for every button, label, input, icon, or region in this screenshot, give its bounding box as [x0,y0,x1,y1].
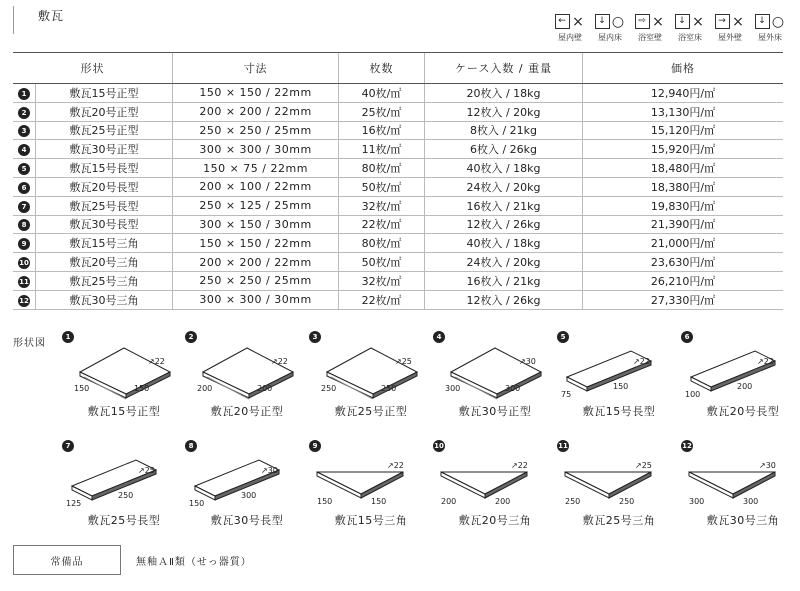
usage-label: 屋内床 [598,33,622,42]
shape-number-badge: 6 [681,331,693,343]
row-number-cell [13,215,36,234]
row-number-cell [13,140,36,159]
shape-name: 敷瓦30号正型 [458,405,532,418]
outdoor-down-icon: ↓ [755,14,770,29]
cell-price: 19,830円/㎡ [583,196,784,215]
usage-label: 屋外壁 [718,33,742,42]
cross-icon: × [572,13,584,30]
shape-number-badge: 3 [309,331,321,343]
cell-price: 13,130円/㎡ [583,102,784,121]
svg-text:125: 125 [66,499,82,508]
shape-diagram-item [557,331,681,431]
cell-count: 11枚/㎡ [339,140,425,159]
svg-text:250: 250 [565,497,581,506]
cell-count: 50枚/㎡ [339,253,425,272]
square-tile-diagram [185,331,309,403]
svg-text:100: 100 [685,390,701,399]
cell-size: 250 × 125 / 25mm [173,196,339,215]
usage-label: 浴室床 [678,33,702,42]
cell-count: 22枚/㎡ [339,290,425,309]
circle-icon: ○ [771,13,785,30]
cell-name: 敷瓦15号正型 [36,84,173,103]
table-row [13,84,783,103]
shape-number-badge: 5 [557,331,569,343]
row-number-cell [13,271,36,290]
col-header-count: 枚数 [339,53,425,84]
table-row [13,121,783,140]
shape-number-badge: 10 [434,442,444,450]
shape-name: 敷瓦15号三角 [334,514,408,527]
svg-text:↗25: ↗25 [138,466,155,475]
shape-section-label: 形状図 [13,338,46,349]
svg-text:250: 250 [321,384,337,393]
usage-icons [713,14,747,30]
cell-case: 40枚入 / 18kg [425,159,583,178]
cell-name: 敷瓦20号三角 [36,253,173,272]
col-header-shape: 形状 [13,53,173,84]
cell-size: 250 × 250 / 25mm [173,121,339,140]
svg-text:300: 300 [689,497,705,506]
svg-text:300: 300 [743,497,759,506]
cell-case: 12枚入 / 26kg [425,215,583,234]
usage-label: 浴室壁 [638,33,662,42]
cell-count: 32枚/㎡ [339,271,425,290]
cell-price: 12,940円/㎡ [583,84,784,103]
shape-name: 敷瓦20号三角 [458,514,532,527]
shape-number-badge: 2 [185,331,197,343]
row-number-cell [13,177,36,196]
cell-count: 25枚/㎡ [339,102,425,121]
cell-name: 敷瓦25号長型 [36,196,173,215]
cell-name: 敷瓦25号三角 [36,271,173,290]
usage-icons [633,14,667,30]
cell-size: 300 × 150 / 30mm [173,215,339,234]
svg-text:300: 300 [241,491,257,500]
row-number-badge: 6 [18,182,30,194]
shape-name: 敷瓦20号長型 [706,405,780,418]
cell-size: 300 × 300 / 30mm [173,140,339,159]
arrow-left-icon: ← [555,14,570,29]
shape-number-badge: 7 [62,440,74,452]
svg-text:↗22: ↗22 [387,461,404,470]
svg-text:150: 150 [74,384,90,393]
cell-size: 250 × 250 / 25mm [173,271,339,290]
row-number-cell [13,234,36,253]
usage-icons [753,14,787,30]
standard-badge: 常備品 [13,545,121,575]
svg-text:↗25: ↗25 [635,461,652,470]
usage-icons [593,14,627,30]
usage-icons [673,14,707,30]
table-row [13,102,783,121]
col-header-case: ケース入数 / 重量 [425,53,583,84]
long-tile-diagram [185,440,309,512]
svg-text:↗22: ↗22 [511,461,528,470]
spec-table [13,52,783,310]
square-tile-diagram [62,331,186,403]
long-tile-diagram [62,440,186,512]
svg-text:250: 250 [381,384,397,393]
cross-icon: × [732,13,744,30]
cell-price: 21,000円/㎡ [583,234,784,253]
shape-name: 敷瓦30号三角 [706,514,780,527]
cross-icon: × [652,13,664,30]
shape-name: 敷瓦20号正型 [210,405,284,418]
row-number-badge: 2 [18,107,30,119]
cell-case: 24枚入 / 20kg [425,177,583,196]
cell-count: 80枚/㎡ [339,159,425,178]
square-tile-diagram [433,331,557,403]
svg-text:200: 200 [495,497,511,506]
svg-text:150: 150 [134,384,150,393]
cell-price: 27,330円/㎡ [583,290,784,309]
cell-name: 敷瓦15号長型 [36,159,173,178]
circle-icon: ○ [611,13,625,30]
row-number-badge: 12 [19,296,29,305]
cell-case: 20枚入 / 18kg [425,84,583,103]
shape-diagram-item [309,440,433,540]
usage-label: 屋内壁 [558,33,582,42]
triangle-tile-diagram [433,440,557,512]
cross-icon: × [692,13,704,30]
table-header-row [13,53,783,84]
shape-name: 敷瓦15号長型 [582,405,656,418]
svg-text:↗22: ↗22 [271,357,288,366]
cell-count: 16枚/㎡ [339,121,425,140]
cell-price: 23,630円/㎡ [583,253,784,272]
row-number-badge: 10 [19,259,29,268]
shape-name: 敷瓦25号正型 [334,405,408,418]
svg-text:75: 75 [561,390,572,399]
cell-size: 150 × 150 / 22mm [173,84,339,103]
cell-price: 18,380円/㎡ [583,177,784,196]
svg-text:150: 150 [371,497,387,506]
cell-case: 12枚入 / 20kg [425,102,583,121]
usage-icons [553,14,587,30]
cell-size: 150 × 75 / 22mm [173,159,339,178]
cell-case: 16枚入 / 21kg [425,196,583,215]
row-number-cell [13,84,36,103]
shape-diagram-item [185,440,309,540]
table-row [13,177,783,196]
shape-diagram-item [681,331,800,431]
shape-number-badge: 4 [433,331,445,343]
svg-text:200: 200 [257,384,273,393]
cell-case: 40枚入 / 18kg [425,234,583,253]
table-row [13,215,783,234]
svg-text:150: 150 [613,382,629,391]
outdoor-arrow-icon: → [715,14,730,29]
square-tile-diagram [309,331,433,403]
cell-name: 敷瓦20号正型 [36,102,173,121]
shape-name: 敷瓦15号正型 [87,405,161,418]
bath-down-icon: ↓ [675,14,690,29]
cell-price: 21,390円/㎡ [583,215,784,234]
usage-item [553,14,587,43]
cell-price: 15,120円/㎡ [583,121,784,140]
usage-item [713,14,747,43]
svg-text:↗30: ↗30 [519,357,536,366]
usage-legend [553,14,787,43]
cell-name: 敷瓦30号長型 [36,215,173,234]
shape-number-badge: 8 [185,440,197,452]
table-row [13,234,783,253]
bath-arrow-icon: ⇨ [635,14,650,29]
row-number-cell [13,159,36,178]
cell-count: 80枚/㎡ [339,234,425,253]
header [13,6,64,34]
svg-text:↗30: ↗30 [759,461,776,470]
svg-text:↗30: ↗30 [261,466,278,475]
row-number-cell [13,102,36,121]
cell-price: 15,920円/㎡ [583,140,784,159]
cell-case: 8枚入 / 21kg [425,121,583,140]
svg-text:150: 150 [189,499,205,508]
cell-price: 26,210円/㎡ [583,271,784,290]
shape-name: 敷瓦25号三角 [582,514,656,527]
row-number-cell [13,196,36,215]
triangle-tile-diagram [681,440,800,512]
shape-diagram-item [557,440,681,540]
usage-item [633,14,667,43]
table-row [13,271,783,290]
cell-case: 24枚入 / 20kg [425,253,583,272]
svg-text:200: 200 [197,384,213,393]
cell-name: 敷瓦20号長型 [36,177,173,196]
long-tile-diagram [557,331,681,403]
shape-diagram-item [62,331,186,431]
cell-size: 200 × 200 / 22mm [173,253,339,272]
shape-number-badge: 11 [558,442,568,450]
row-number-badge: 8 [18,219,30,231]
usage-item [673,14,707,43]
shape-name: 敷瓦25号長型 [87,514,161,527]
row-number-badge: 3 [18,125,30,137]
row-number-badge: 4 [18,144,30,156]
shape-number-badge: 1 [62,331,74,343]
shape-number-badge: 9 [309,440,321,452]
col-header-price: 価格 [583,53,784,84]
cell-count: 32枚/㎡ [339,196,425,215]
shape-number-badge: 12 [682,442,692,450]
shape-name: 敷瓦30号長型 [210,514,284,527]
triangle-tile-diagram [557,440,681,512]
cell-count: 22枚/㎡ [339,215,425,234]
cell-case: 12枚入 / 26kg [425,290,583,309]
usage-item [753,14,787,43]
row-number-badge: 11 [19,277,29,286]
table-row [13,196,783,215]
cell-count: 40枚/㎡ [339,84,425,103]
shape-diagram-item [433,331,557,431]
svg-text:250: 250 [619,497,635,506]
svg-text:250: 250 [118,491,134,500]
table-row [13,140,783,159]
cell-size: 200 × 100 / 22mm [173,177,339,196]
table-row [13,159,783,178]
triangle-tile-diagram [309,440,433,512]
cell-price: 18,480円/㎡ [583,159,784,178]
svg-text:300: 300 [445,384,461,393]
svg-text:150: 150 [317,497,333,506]
svg-text:↗25: ↗25 [395,357,412,366]
row-number-badge: 7 [18,201,30,213]
shape-diagram-item [681,440,800,540]
shape-diagram-item [433,440,557,540]
cell-case: 6枚入 / 26kg [425,140,583,159]
row-number-cell [13,290,36,309]
svg-text:300: 300 [505,384,521,393]
row-number-cell [13,253,36,272]
arrow-down-icon: ↓ [595,14,610,29]
shape-diagram-item [185,331,309,431]
shape-diagram-item [62,440,186,540]
cell-count: 50枚/㎡ [339,177,425,196]
row-number-badge: 9 [18,238,30,250]
svg-text:↗22: ↗22 [148,357,165,366]
svg-text:↗22: ↗22 [757,357,774,366]
page-title: 敷瓦 [38,9,65,23]
col-header-size: 寸法 [173,53,339,84]
long-tile-diagram [681,331,800,403]
cell-name: 敷瓦30号三角 [36,290,173,309]
cell-name: 敷瓦15号三角 [36,234,173,253]
usage-item [593,14,627,43]
cell-size: 200 × 200 / 22mm [173,102,339,121]
svg-text:200: 200 [441,497,457,506]
cell-case: 16枚入 / 21kg [425,271,583,290]
row-number-badge: 5 [18,163,30,175]
svg-text:↗22: ↗22 [633,357,650,366]
cell-size: 300 × 300 / 30mm [173,290,339,309]
cell-name: 敷瓦25号正型 [36,121,173,140]
svg-text:200: 200 [737,382,753,391]
row-number-cell [13,121,36,140]
standard-description: 無釉ＡⅡ類（せっ器質） [136,557,252,568]
shape-diagram-item [309,331,433,431]
cell-name: 敷瓦30号正型 [36,140,173,159]
usage-label: 屋外床 [758,33,782,42]
cell-size: 150 × 150 / 22mm [173,234,339,253]
table-row [13,253,783,272]
table-row [13,290,783,309]
row-number-badge: 1 [18,88,30,100]
